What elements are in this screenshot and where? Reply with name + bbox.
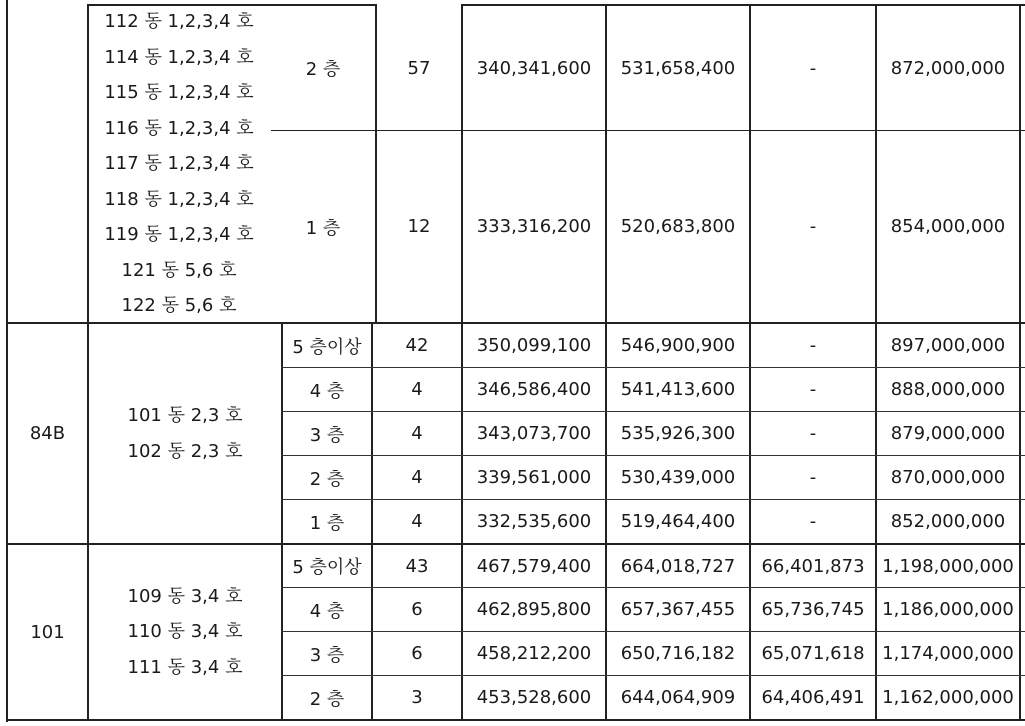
vat-cell: - [809, 511, 817, 532]
count-cell: 43 [405, 555, 429, 577]
grid-line [1019, 4, 1021, 721]
floor-cell: 2 층 [309, 468, 345, 490]
land-price-cell: 458,212,200 [476, 643, 592, 664]
vat-cell: - [809, 57, 817, 79]
count-cell: 6 [411, 599, 423, 620]
building-price-cell: 546,900,900 [620, 335, 736, 356]
total-price-cell: 1,198,000,000 [882, 555, 1014, 577]
total-price-cell: 1,174,000,000 [882, 643, 1014, 664]
count-cell: 6 [411, 643, 423, 664]
unit-line: 117 동 1,2,3,4 호 [104, 153, 254, 175]
vat-cell: 66,401,873 [761, 555, 865, 577]
building-price-cell: 657,367,455 [620, 599, 736, 620]
unit-line: 121 동 5,6 호 [121, 259, 237, 281]
unit-line: 109 동 3,4 호 [127, 585, 243, 607]
building-price-cell: 531,658,400 [620, 57, 736, 79]
floor-cell: 4 층 [309, 380, 345, 402]
land-price-cell: 346,586,400 [476, 379, 592, 400]
vat-cell: 65,071,618 [761, 643, 865, 664]
floor-cell: 2 층 [305, 59, 341, 80]
land-price-cell: 350,099,100 [476, 335, 592, 356]
floor-cell: 3 층 [309, 424, 345, 446]
total-price-cell: 1,162,000,000 [882, 687, 1014, 708]
count-cell: 3 [411, 687, 423, 708]
unit-list-section-c [89, 545, 281, 719]
land-price-cell: 339,561,000 [476, 467, 592, 488]
building-price-cell: 535,926,300 [620, 423, 736, 444]
vat-cell: - [809, 216, 817, 237]
unit-line: 111 동 3,4 호 [127, 656, 243, 678]
floor-cell: 5 층이상 [292, 557, 362, 578]
total-price-cell: 897,000,000 [890, 335, 1006, 356]
unit-line: 114 동 1,2,3,4 호 [104, 46, 254, 68]
total-price-cell: 888,000,000 [890, 379, 1006, 400]
vat-cell: 65,736,745 [761, 599, 865, 620]
unit-line: 112 동 1,2,3,4 호 [104, 11, 254, 33]
type-label-101: 101 [30, 621, 65, 643]
vat-cell: 64,406,491 [761, 687, 865, 708]
land-price-cell: 333,316,200 [476, 216, 592, 237]
floor-cell: 5 층이상 [292, 336, 362, 358]
land-price-cell: 340,341,600 [476, 57, 592, 79]
count-cell: 4 [411, 511, 423, 532]
count-cell: 12 [407, 216, 431, 237]
unit-line: 101 동 2,3 호 [127, 405, 243, 426]
total-price-cell: 872,000,000 [890, 57, 1006, 79]
building-price-cell: 650,716,182 [620, 643, 736, 664]
land-price-cell: 332,535,600 [476, 511, 592, 532]
vat-cell: - [809, 467, 817, 488]
building-price-cell: 530,439,000 [620, 467, 736, 488]
land-price-cell: 467,579,400 [476, 555, 592, 577]
floor-cell: 1 층 [309, 512, 345, 534]
count-cell: 4 [411, 379, 423, 400]
grid-line [6, 719, 1025, 721]
total-price-cell: 1,186,000,000 [882, 599, 1014, 620]
unit-line: 115 동 1,2,3,4 호 [104, 82, 254, 104]
unit-line: 116 동 1,2,3,4 호 [104, 117, 254, 139]
building-price-cell: 664,018,727 [620, 555, 736, 577]
count-cell: 42 [405, 335, 429, 356]
floor-cell: 4 층 [309, 600, 345, 622]
type-label-84b: 84B [29, 423, 66, 444]
building-price-cell: 520,683,800 [620, 216, 736, 237]
floor-cell: 2 층 [309, 688, 345, 710]
unit-list-section-a [89, 6, 269, 322]
building-price-cell: 519,464,400 [620, 511, 736, 532]
floor-cell: 1 층 [305, 217, 341, 239]
land-price-cell: 462,895,800 [476, 599, 592, 620]
total-price-cell: 870,000,000 [890, 467, 1006, 488]
vat-cell: - [809, 379, 817, 400]
unit-list-section-b [89, 324, 281, 543]
floor-cell: 3 층 [309, 644, 345, 666]
vat-cell: - [809, 423, 817, 444]
total-price-cell: 854,000,000 [890, 216, 1006, 237]
unit-line: 119 동 1,2,3,4 호 [104, 224, 254, 246]
count-cell: 4 [411, 467, 423, 488]
building-price-cell: 644,064,909 [620, 687, 736, 708]
total-price-cell: 852,000,000 [890, 511, 1006, 532]
land-price-cell: 343,073,700 [476, 423, 592, 444]
unit-line: 102 동 2,3 호 [127, 440, 243, 462]
total-price-cell: 879,000,000 [890, 423, 1006, 444]
vat-cell: - [809, 335, 817, 356]
unit-line: 122 동 5,6 호 [121, 295, 237, 317]
unit-line: 118 동 1,2,3,4 호 [104, 188, 254, 210]
land-price-cell: 453,528,600 [476, 687, 592, 708]
building-price-cell: 541,413,600 [620, 379, 736, 400]
count-cell: 4 [411, 423, 423, 444]
unit-line: 110 동 3,4 호 [127, 621, 243, 643]
count-cell: 57 [407, 57, 431, 79]
